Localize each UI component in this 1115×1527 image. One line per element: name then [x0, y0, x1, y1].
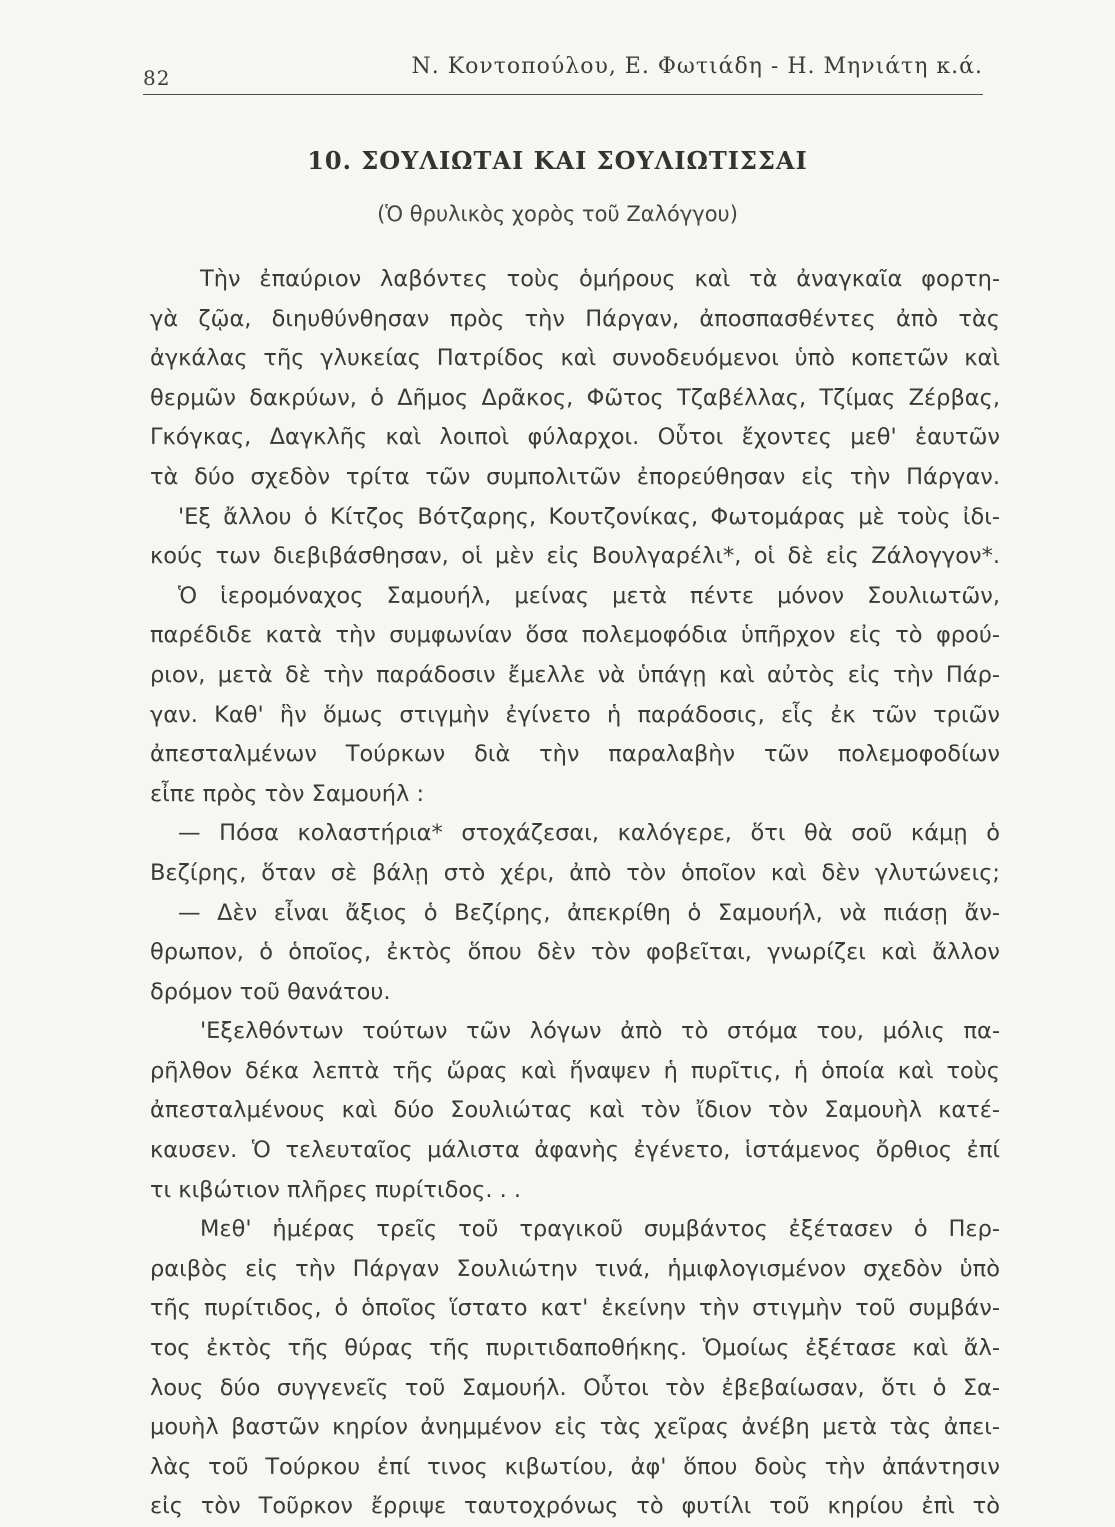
text-line: ἀπεσταλμένους καὶ δύο Σουλιώτας καὶ τὸν ἴδιον τὸν Σαμουὴλ κατέ- — [150, 1097, 1000, 1124]
text-line: θρωπον, ὁ ὁποῖος, ἐκτὸς ὅπου δὲν τὸν φοβεῖται, γνωρίζει καὶ ἄλλον — [150, 939, 1000, 966]
text-line: γαν. Καθ' ἣν ὅμως στιγμὴν ἐγίνετο ἡ παράδοσις, εἷς ἐκ τῶν τριῶν — [150, 701, 1000, 728]
text-line: — Πόσα κολαστήρια* στοχάζεσαι, καλόγερε, ὅτι θὰ σοῦ κάμῃ ὁ — [178, 820, 1000, 847]
chapter-title: 10. ΣΟΥΛΙΩΤΑΙ ΚΑΙ ΣΟΥΛΙΩΤΙΣΣΑΙ — [307, 146, 808, 175]
text-line: Τὴν ἐπαύριον λαβόντες τοὺς ὁμήρους καὶ τὰ ἀναγκαῖα φορτη- — [200, 266, 1000, 292]
body-text — [150, 260, 1000, 1527]
text-line: ραιβὸς εἰς τὴν Πάργαν Σουλιώτην τινά, ἡμιφλογισμένον σχεδὸν ὑπὸ — [150, 1255, 1000, 1282]
text-line: τὰ δύο σχεδὸν τρίτα τῶν συμπολιτῶν ἐπορεύθησαν εἰς τὴν Πάργαν. — [150, 463, 1000, 490]
text-line: γὰ ζῷα, διηυθύνθησαν πρὸς τὴν Πάργαν, ἀποσπασθέντες ἀπὸ τὰς — [150, 305, 1000, 332]
text-line: Ὁ ἱερομόναχος Σαμουήλ, μείνας μετὰ πέντε μόνον Σουλιωτῶν, — [178, 582, 1000, 609]
text-line: 'Εξελθόντων τούτων τῶν λόγων ἀπὸ τὸ στόμα του, μόλις πα- — [200, 1018, 1000, 1045]
running-head: Ν. Κοντοπούλου, Ε. Φωτιάδη - Η. Μηνιάτη κ.ά. — [411, 54, 983, 79]
text-line: θερμῶν δακρύων, ὁ Δῆμος Δρᾶκος, Φῶτος Τζαβέλλας, Τζίμας Ζέρβας, — [150, 384, 1000, 411]
text-line: τι κιβώτιον πλῆρες πυρίτιδος. . . — [150, 1176, 522, 1203]
text-line: ἀπεσταλμένων Τούρκων διὰ τὴν παραλαβὴν τῶν πολεμοφοδίων — [150, 741, 1000, 768]
text-line: εἶπε πρὸς τὸν Σαμουήλ : — [150, 780, 425, 807]
text-line: ριον, μετὰ δὲ τὴν παράδοσιν ἔμελλε νὰ ὑπάγῃ καὶ αὐτὸς εἰς τὴν Πάρ- — [150, 661, 1000, 688]
text-line: τῆς πυρίτιδος, ὁ ὁποῖος ἵστατο κατ' ἐκείνην τὴν στιγμὴν τοῦ συμβάν- — [150, 1295, 1000, 1322]
text-line: Μεθ' ἡμέρας τρεῖς τοῦ τραγικοῦ συμβάντος ἐξέτασεν ὁ Περ- — [200, 1216, 1000, 1243]
text-line: 'Εξ ἄλλου ὁ Κίτζος Βότζαρης, Κουτζονίκας, Φωτομάρας μὲ τοὺς ἰδι- — [178, 503, 1000, 530]
text-line: — Δὲν εἶναι ἄξιος ὁ Βεζίρης, ἀπεκρίθη ὁ Σαμουήλ, νὰ πιάσῃ ἄν- — [178, 899, 1000, 926]
text-line: παρέδιδε κατὰ τὴν συμφωνίαν ὅσα πολεμοφόδια ὑπῆρχον εἰς τὸ φρού- — [150, 622, 1000, 649]
text-line: καυσεν. Ὁ τελευταῖος μάλιστα ἀφανὴς ἐγένετο, ἱστάμενος ὄρθιος ἐπί — [150, 1137, 1000, 1164]
text-line: Γκόγκας, Δαγκλῆς καὶ λοιποὶ φύλαρχοι. Οὗτοι ἔχοντες μεθ' ἑαυτῶν — [150, 424, 1000, 451]
text-line: εἰς τὸν Τοῦρκον ἔρριψε ταυτοχρόνως τὸ φυτίλι τοῦ κηρίου ἐπὶ τὸ — [150, 1493, 1000, 1520]
header-rule — [143, 94, 983, 95]
page-header — [143, 52, 983, 96]
text-line: λὰς τοῦ Τούρκου ἐπί τινος κιβωτίου, ἀφ' ὅπου δοὺς τὴν ἀπάντησιν — [150, 1453, 1000, 1480]
text-line: ἀγκάλας τῆς γλυκείας Πατρίδος καὶ συνοδευόμενοι ὑπὸ κοπετῶν καὶ — [150, 345, 1000, 372]
chapter-subtitle: (Ὁ θρυλικὸς χορὸς τοῦ Ζαλόγγου) — [377, 202, 738, 226]
text-line: Βεζίρης, ὅταν σὲ βάλῃ στὸ χέρι, ἀπὸ τὸν ὁποῖον καὶ δὲν γλυτώνεις; — [150, 859, 1000, 886]
text-line: ρῆλθον δέκα λεπτὰ τῆς ὥρας καὶ ἥναψεν ἡ πυρῖτις, ἡ ὁποία καὶ τοὺς — [150, 1057, 1000, 1084]
page-number: 82 — [143, 66, 171, 90]
text-line: τος ἐκτὸς τῆς θύρας τῆς πυριτιδαποθήκης. Ὁμοίως ἐξέτασε καὶ ἄλ- — [150, 1335, 1000, 1362]
text-line: κούς των διεβιβάσθησαν, οἱ μὲν εἰς Βουλγαρέλι*, οἱ δὲ εἰς Ζάλογγον*. — [150, 543, 1000, 570]
text-line: μουὴλ βαστῶν κηρίον ἀνημμένον εἰς τὰς χεῖρας ἀνέβη μετὰ τὰς ἀπει- — [150, 1414, 1000, 1441]
text-line: λους δύο συγγενεῖς τοῦ Σαμουήλ. Οὗτοι τὸν ἐβεβαίωσαν, ὅτι ὁ Σα- — [150, 1374, 1000, 1401]
text-line: δρόμον τοῦ θανάτου. — [150, 978, 391, 1005]
